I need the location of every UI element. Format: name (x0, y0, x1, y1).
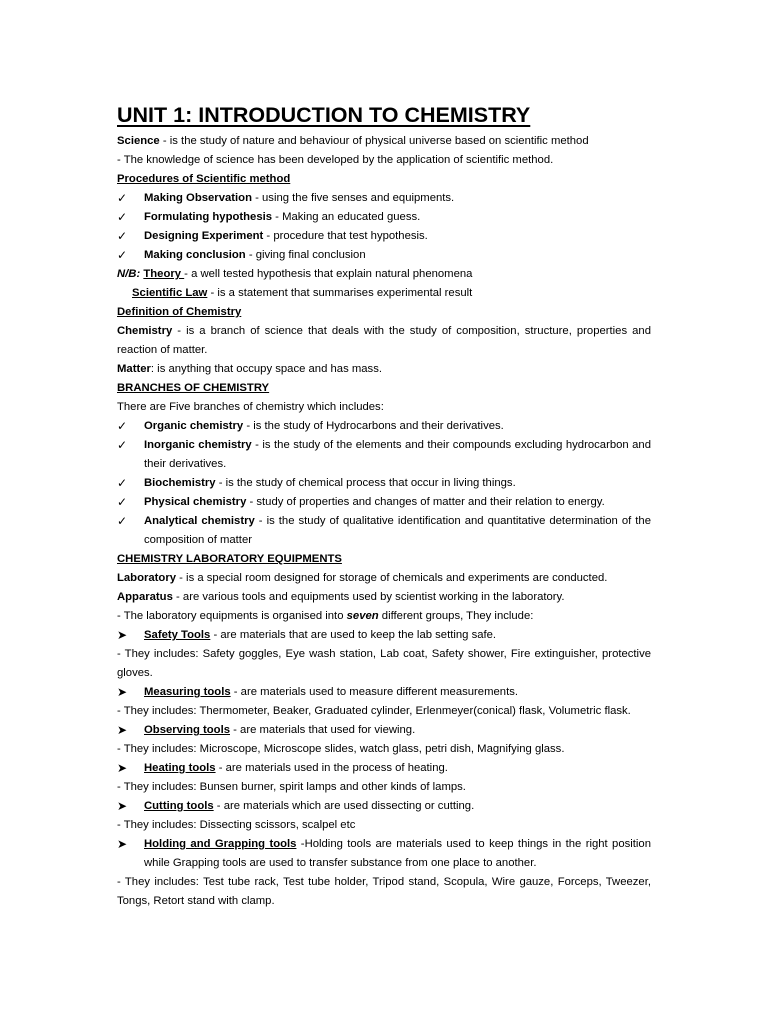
list-item (117, 208, 651, 227)
item-term: Physical chemistry (144, 496, 247, 508)
item-term: Organic chemistry (144, 420, 244, 432)
group-term: Holding and Grapping tools (144, 838, 297, 850)
group-includes: - They includes: Microscope, Microscope slides, watch glass, petri dish, Magnifying glass. (117, 743, 565, 755)
organised-emphasis: seven (346, 610, 379, 622)
chemistry-term: Chemistry (117, 325, 173, 337)
group-includes: - They includes: Safety goggles, Eye wash station, Lab coat, Safety shower, Fire extinguisher, protective gloves. (117, 648, 651, 679)
group-item (117, 683, 651, 702)
list-item (117, 474, 651, 493)
arrow-bullet-icon: ➤ (117, 685, 128, 699)
group-item (117, 759, 651, 778)
check-icon: ✓ (117, 248, 128, 262)
check-icon: ✓ (117, 438, 128, 452)
item-text: - is the study of qualitative identification and quantitative determination of the composition of matter (144, 515, 651, 546)
arrow-bullet-icon: ➤ (117, 799, 128, 813)
equipments-heading-text: CHEMISTRY LABORATORY EQUIPMENTS (117, 553, 342, 565)
item-text: - is the study of chemical process that occur in living things. (215, 477, 516, 489)
branches-intro: There are Five branches of chemistry which includes: (117, 401, 384, 413)
definition-heading (117, 303, 651, 322)
group-item (117, 721, 651, 740)
laboratory-definition (117, 569, 651, 588)
nb-law (117, 284, 651, 303)
list-item (117, 417, 651, 436)
group-text: - are materials used to measure different measurements. (230, 686, 518, 698)
laboratory-term: Laboratory (117, 572, 177, 584)
apparatus-term: Apparatus (117, 591, 173, 603)
apparatus-definition (117, 588, 651, 607)
group-text: - are materials which are used dissecting or cutting. (213, 800, 475, 812)
group-includes: - They includes: Bunsen burner, spirit lamps and other kinds of lamps. (117, 781, 466, 793)
item-text: - is the study of the elements and their compounds excluding hydrocarbon and their derivatives. (144, 439, 651, 470)
item-text: - study of properties and changes of matter and their relation to energy. (246, 496, 605, 508)
item-term: Analytical chemistry (144, 515, 255, 527)
list-item (117, 493, 651, 512)
arrow-bullet-icon: ➤ (117, 837, 128, 851)
chemistry-definition (117, 322, 651, 360)
item-term: Inorganic chemistry (144, 439, 252, 451)
page-title: UNIT 1: INTRODUCTION TO CHEMISTRY (117, 103, 531, 127)
group-text: -Holding tools are materials used to keep things in the right position while Grapping tools are used to transfer substance from one place to another. (144, 838, 651, 869)
nb-theory (117, 265, 651, 284)
arrow-bullet-icon: ➤ (117, 723, 128, 737)
science-definition (117, 132, 651, 151)
group-term: Safety Tools (144, 629, 211, 641)
item-term: Making Observation (144, 192, 252, 204)
procedures-heading (117, 170, 651, 189)
group-includes: - They includes: Test tube rack, Test tube holder, Tripod stand, Scopula, Wire gauze, Forceps, Tweezer, Tongs, Retort stand with clamp. (117, 876, 651, 907)
matter-term: Matter (117, 363, 151, 375)
list-item (117, 436, 651, 474)
equipments-heading (117, 550, 651, 569)
check-icon: ✓ (117, 476, 128, 490)
item-term: Making conclusion (144, 249, 246, 261)
group-includes: - They includes: Thermometer, Beaker, Graduated cylinder, Erlenmeyer(conical) flask, Volumetric flask. (117, 705, 631, 717)
branches-heading (117, 379, 651, 398)
law-term: Scientific Law (132, 287, 208, 299)
matter-text: : is anything that occupy space and has mass. (150, 363, 382, 375)
group-text: - are materials used in the process of heating. (215, 762, 448, 774)
group-includes: - They includes: Dissecting scissors, scalpel etc (117, 819, 356, 831)
list-item (117, 189, 651, 208)
theory-term: Theory (143, 268, 185, 280)
nb-label: N/B: (117, 268, 141, 280)
check-icon: ✓ (117, 191, 128, 205)
list-item (117, 246, 651, 265)
organised-line (117, 607, 651, 626)
science-def: - is the study of nature and behaviour of physical universe based on scientific method (159, 135, 589, 147)
group-item (117, 797, 651, 816)
definition-heading-text: Definition of Chemistry (117, 306, 242, 318)
item-text: - procedure that test hypothesis. (263, 230, 428, 242)
procedures-list (117, 189, 651, 265)
branches-list (117, 417, 651, 550)
check-icon: ✓ (117, 229, 128, 243)
check-icon: ✓ (117, 210, 128, 224)
science-term: Science (117, 135, 160, 147)
group-item (117, 626, 651, 645)
group-term: Measuring tools (144, 686, 231, 698)
law-text: - is a statement that summarises experimental result (207, 287, 473, 299)
check-icon: ✓ (117, 495, 128, 509)
list-item (117, 512, 651, 550)
theory-text: - a well tested hypothesis that explain natural phenomena (184, 268, 473, 280)
item-text: - giving final conclusion (245, 249, 366, 261)
item-text: - is the study of Hydrocarbons and their derivatives. (243, 420, 504, 432)
equipment-groups (117, 626, 651, 911)
matter-definition (117, 360, 651, 379)
group-text: - are materials that used for viewing. (230, 724, 416, 736)
item-text: - using the five senses and equipments. (251, 192, 455, 204)
procedures-heading-text: Procedures of Scientific method (117, 173, 291, 185)
branches-heading-text: BRANCHES OF CHEMISTRY (117, 382, 270, 394)
laboratory-text: - is a special room designed for storage of chemicals and experiments are conducted. (176, 572, 608, 584)
check-icon: ✓ (117, 419, 128, 433)
science-note: - The knowledge of science has been developed by the application of scientific method. (117, 154, 554, 166)
item-term: Formulating hypothesis (144, 211, 273, 223)
group-item (117, 835, 651, 873)
group-term: Cutting tools (144, 800, 214, 812)
apparatus-text: - are various tools and equipments used by scientist working in the laboratory. (172, 591, 565, 603)
item-term: Biochemistry (144, 477, 216, 489)
group-term: Heating tools (144, 762, 216, 774)
group-text: - are materials that are used to keep the lab setting safe. (210, 629, 497, 641)
arrow-bullet-icon: ➤ (117, 628, 128, 642)
item-text: - Making an educated guess. (272, 211, 421, 223)
chemistry-text: - is a branch of science that deals with the study of composition, structure, properties and reaction of matter. (117, 325, 651, 356)
item-term: Designing Experiment (144, 230, 264, 242)
check-icon: ✓ (117, 514, 128, 528)
group-term: Observing tools (144, 724, 230, 736)
list-item (117, 227, 651, 246)
organised-post: different groups, They include: (378, 610, 534, 622)
organised-pre: - The laboratory equipments is organised into (117, 610, 347, 622)
arrow-bullet-icon: ➤ (117, 761, 128, 775)
